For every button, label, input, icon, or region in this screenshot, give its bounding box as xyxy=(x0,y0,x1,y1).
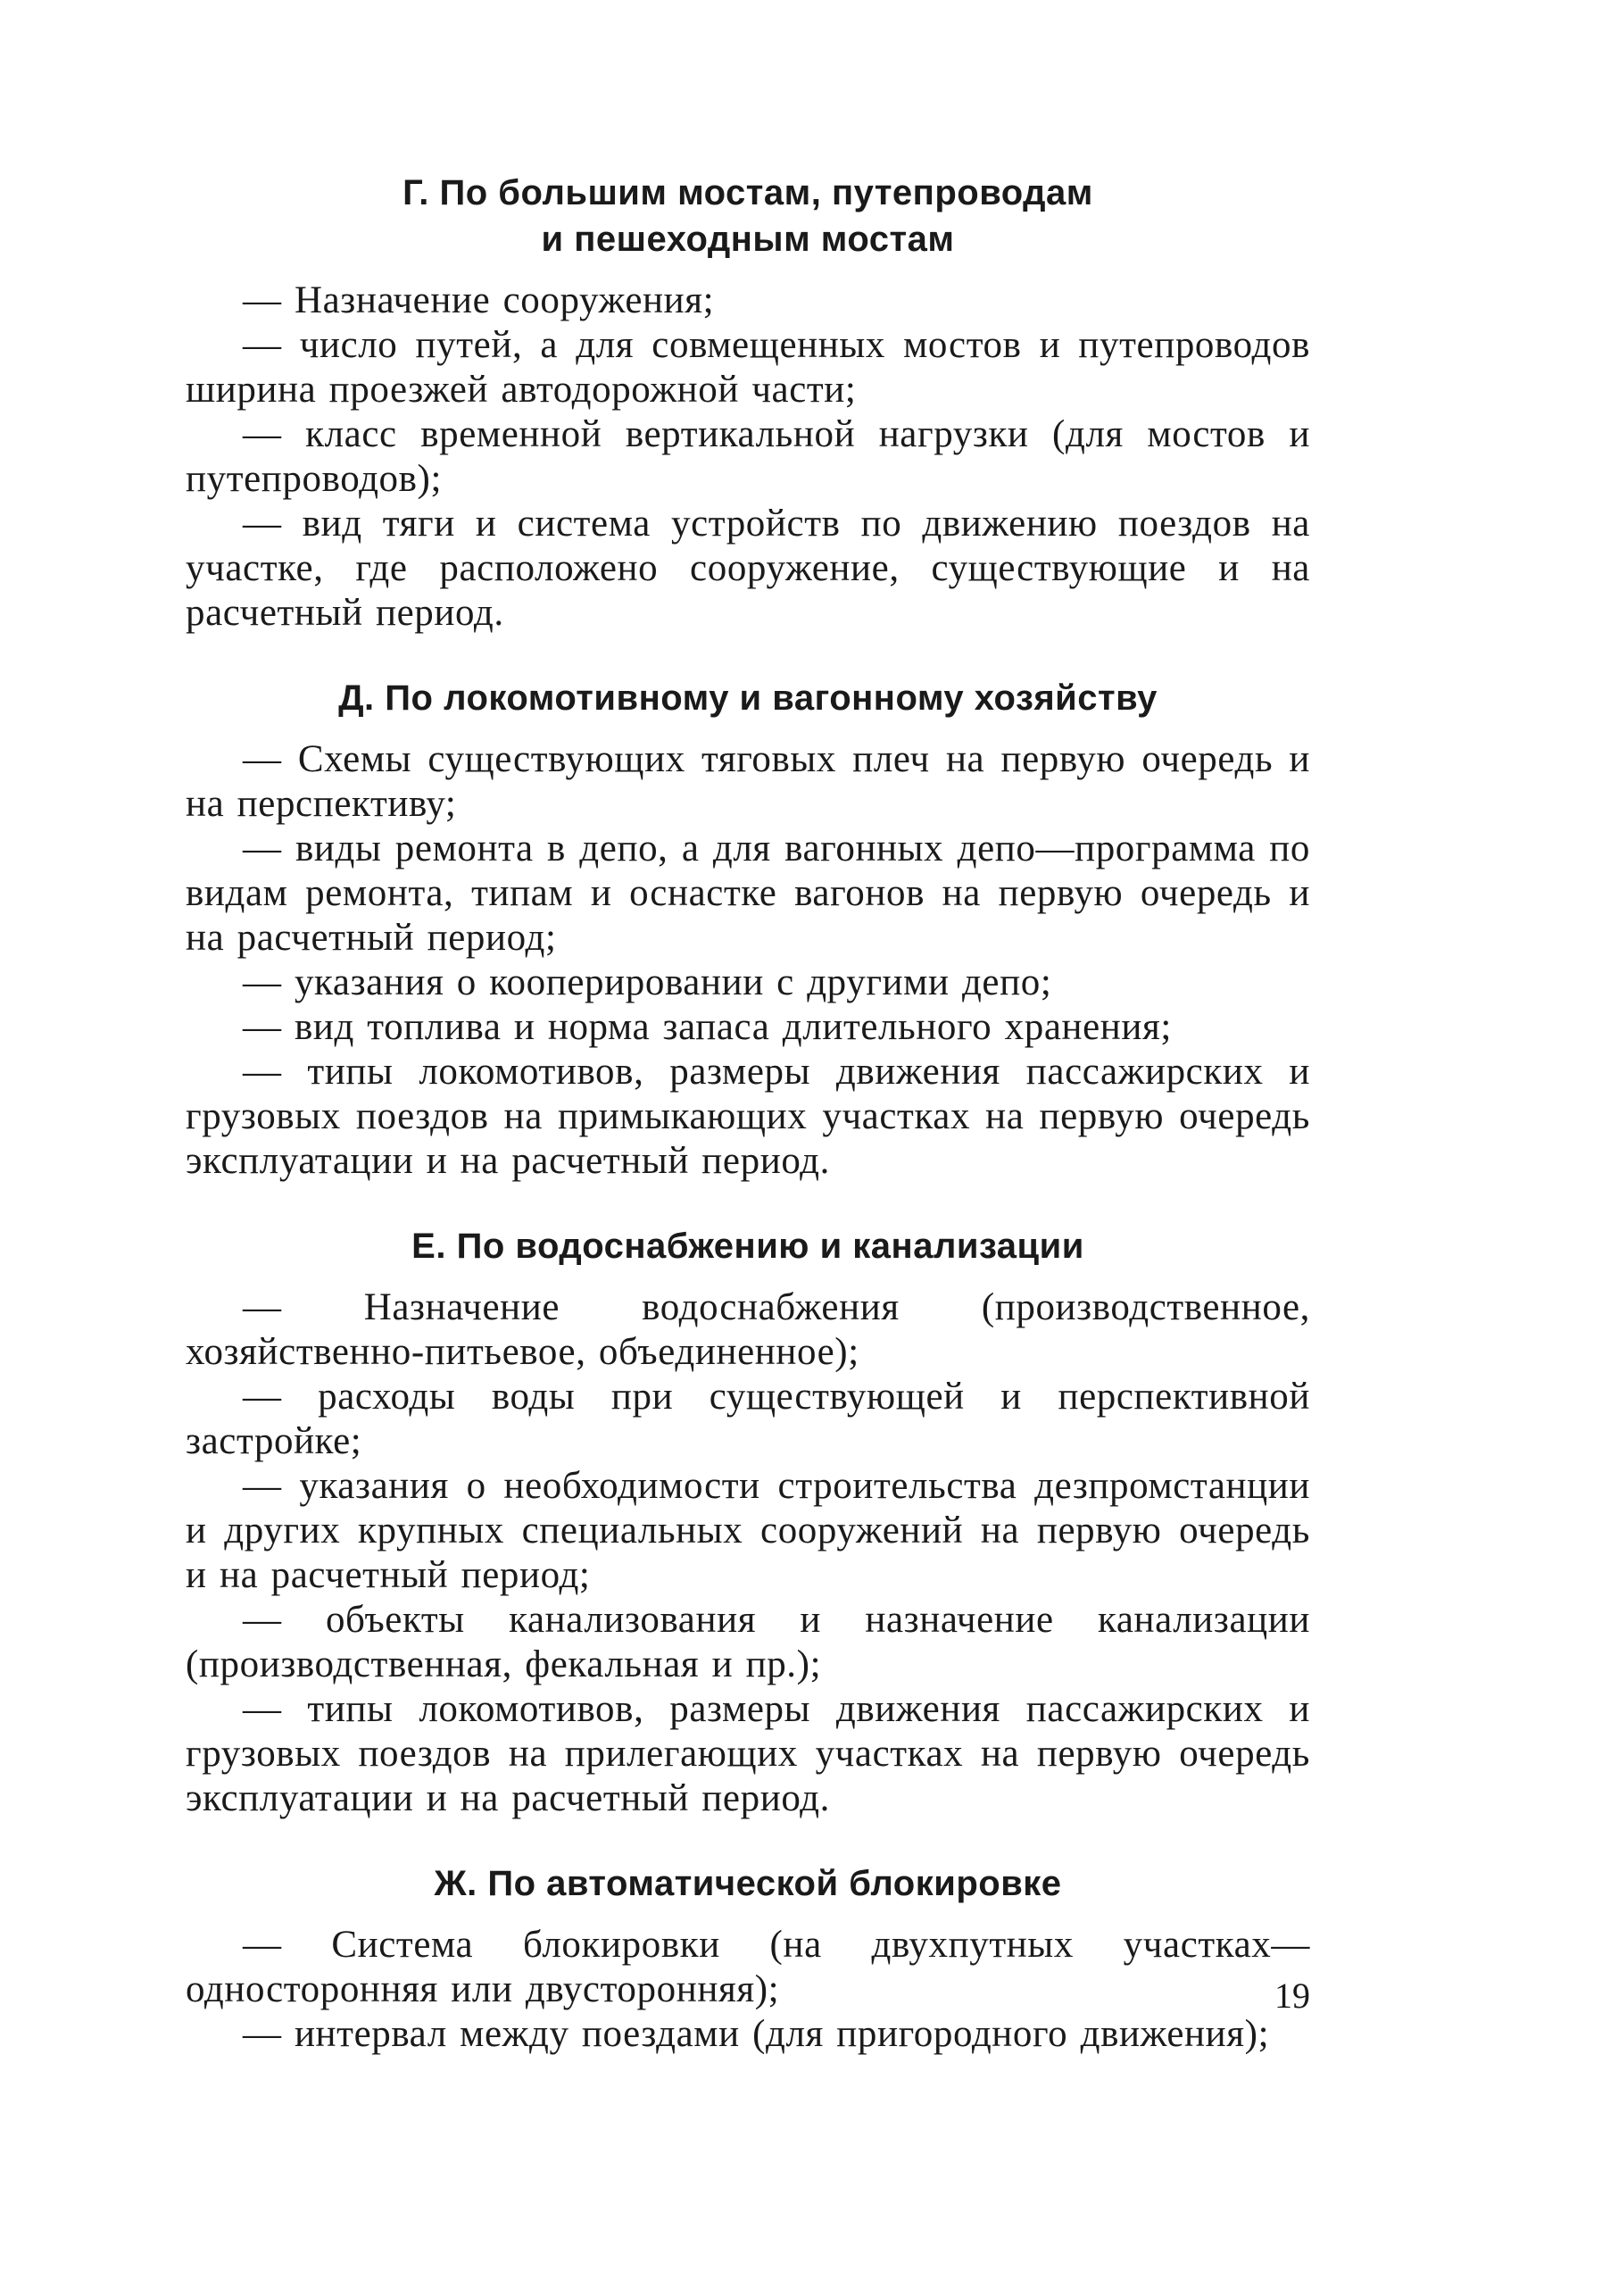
list-item: — Назначение сооружения; xyxy=(243,279,715,321)
section-heading xyxy=(186,675,1310,721)
list-item: — вид тяги и система устройств по движению поездов на участке, где расположено сооружение, существующие и на расчетный период. xyxy=(186,503,1310,634)
section-heading xyxy=(186,170,1310,262)
heading-line: Ж. По автоматической блокировке xyxy=(434,1864,1062,1903)
section-heading xyxy=(186,1223,1310,1269)
list-item: — типы локомотивов, размеры движения пассажирских и грузовых поездов на примыкающих участках на первую очередь эксплуатации и на расчетный период. xyxy=(186,1051,1310,1182)
section-auto-blocking xyxy=(186,1860,1310,2057)
heading-line: Е. По водоснабжению и канализации xyxy=(411,1227,1084,1266)
list-item: — класс временной вертикальной нагрузки (для мостов и путепроводов); xyxy=(186,413,1310,500)
list-item: — указания о необходимости строительства дезпромстанции и других крупных специальных сооружений на первую очередь и на расчетный период; xyxy=(186,1465,1310,1596)
section-heading xyxy=(186,1860,1310,1907)
list-item: — Схемы существующих тяговых плеч на первую очередь и на перспективу; xyxy=(186,738,1310,825)
list-item: — число путей, а для совмещенных мостов и путепроводов ширина проезжей автодорожной части; xyxy=(186,324,1310,411)
list-item: — Система блокировки (на двухпутных участках—односторонняя или двусторонняя); xyxy=(186,1924,1310,2010)
section-water-supply xyxy=(186,1223,1310,1821)
section-locomotive xyxy=(186,675,1310,1184)
page-number: 19 xyxy=(1274,1976,1310,2016)
section-bridges xyxy=(186,170,1310,636)
list-item: — вид топлива и норма запаса длительного хранения; xyxy=(243,1006,1172,1048)
list-item: — виды ремонта в депо, а для вагонных депо—программа по видам ремонта, типам и оснастке вагонов на первую очередь и на расчетный период; xyxy=(186,828,1310,959)
list-item: — указания о кооперировании с другими депо; xyxy=(243,961,1052,1003)
list-item: — Назначение водоснабжения (производственное, хозяйственно-питьевое, объединенное); xyxy=(186,1286,1310,1373)
heading-line: Д. По локомотивному и вагонному хозяйству xyxy=(338,678,1158,718)
list-item: — объекты канализования и назначение канализации (производственная, фекальная и пр.); xyxy=(186,1599,1310,1685)
list-item: — типы локомотивов, размеры движения пассажирских и грузовых поездов на прилегающих участках на первую очередь эксплуатации и на расчетный период. xyxy=(186,1688,1310,1819)
page-content xyxy=(186,170,1310,2057)
heading-line: и пешеходным мостам xyxy=(541,220,955,259)
list-item: — интервал между поездами (для пригородного движения); xyxy=(243,2013,1270,2055)
list-item: — расходы воды при существующей и перспективной застройке; xyxy=(186,1376,1310,1462)
heading-line: Г. По большим мостам, путепроводам xyxy=(402,173,1093,212)
